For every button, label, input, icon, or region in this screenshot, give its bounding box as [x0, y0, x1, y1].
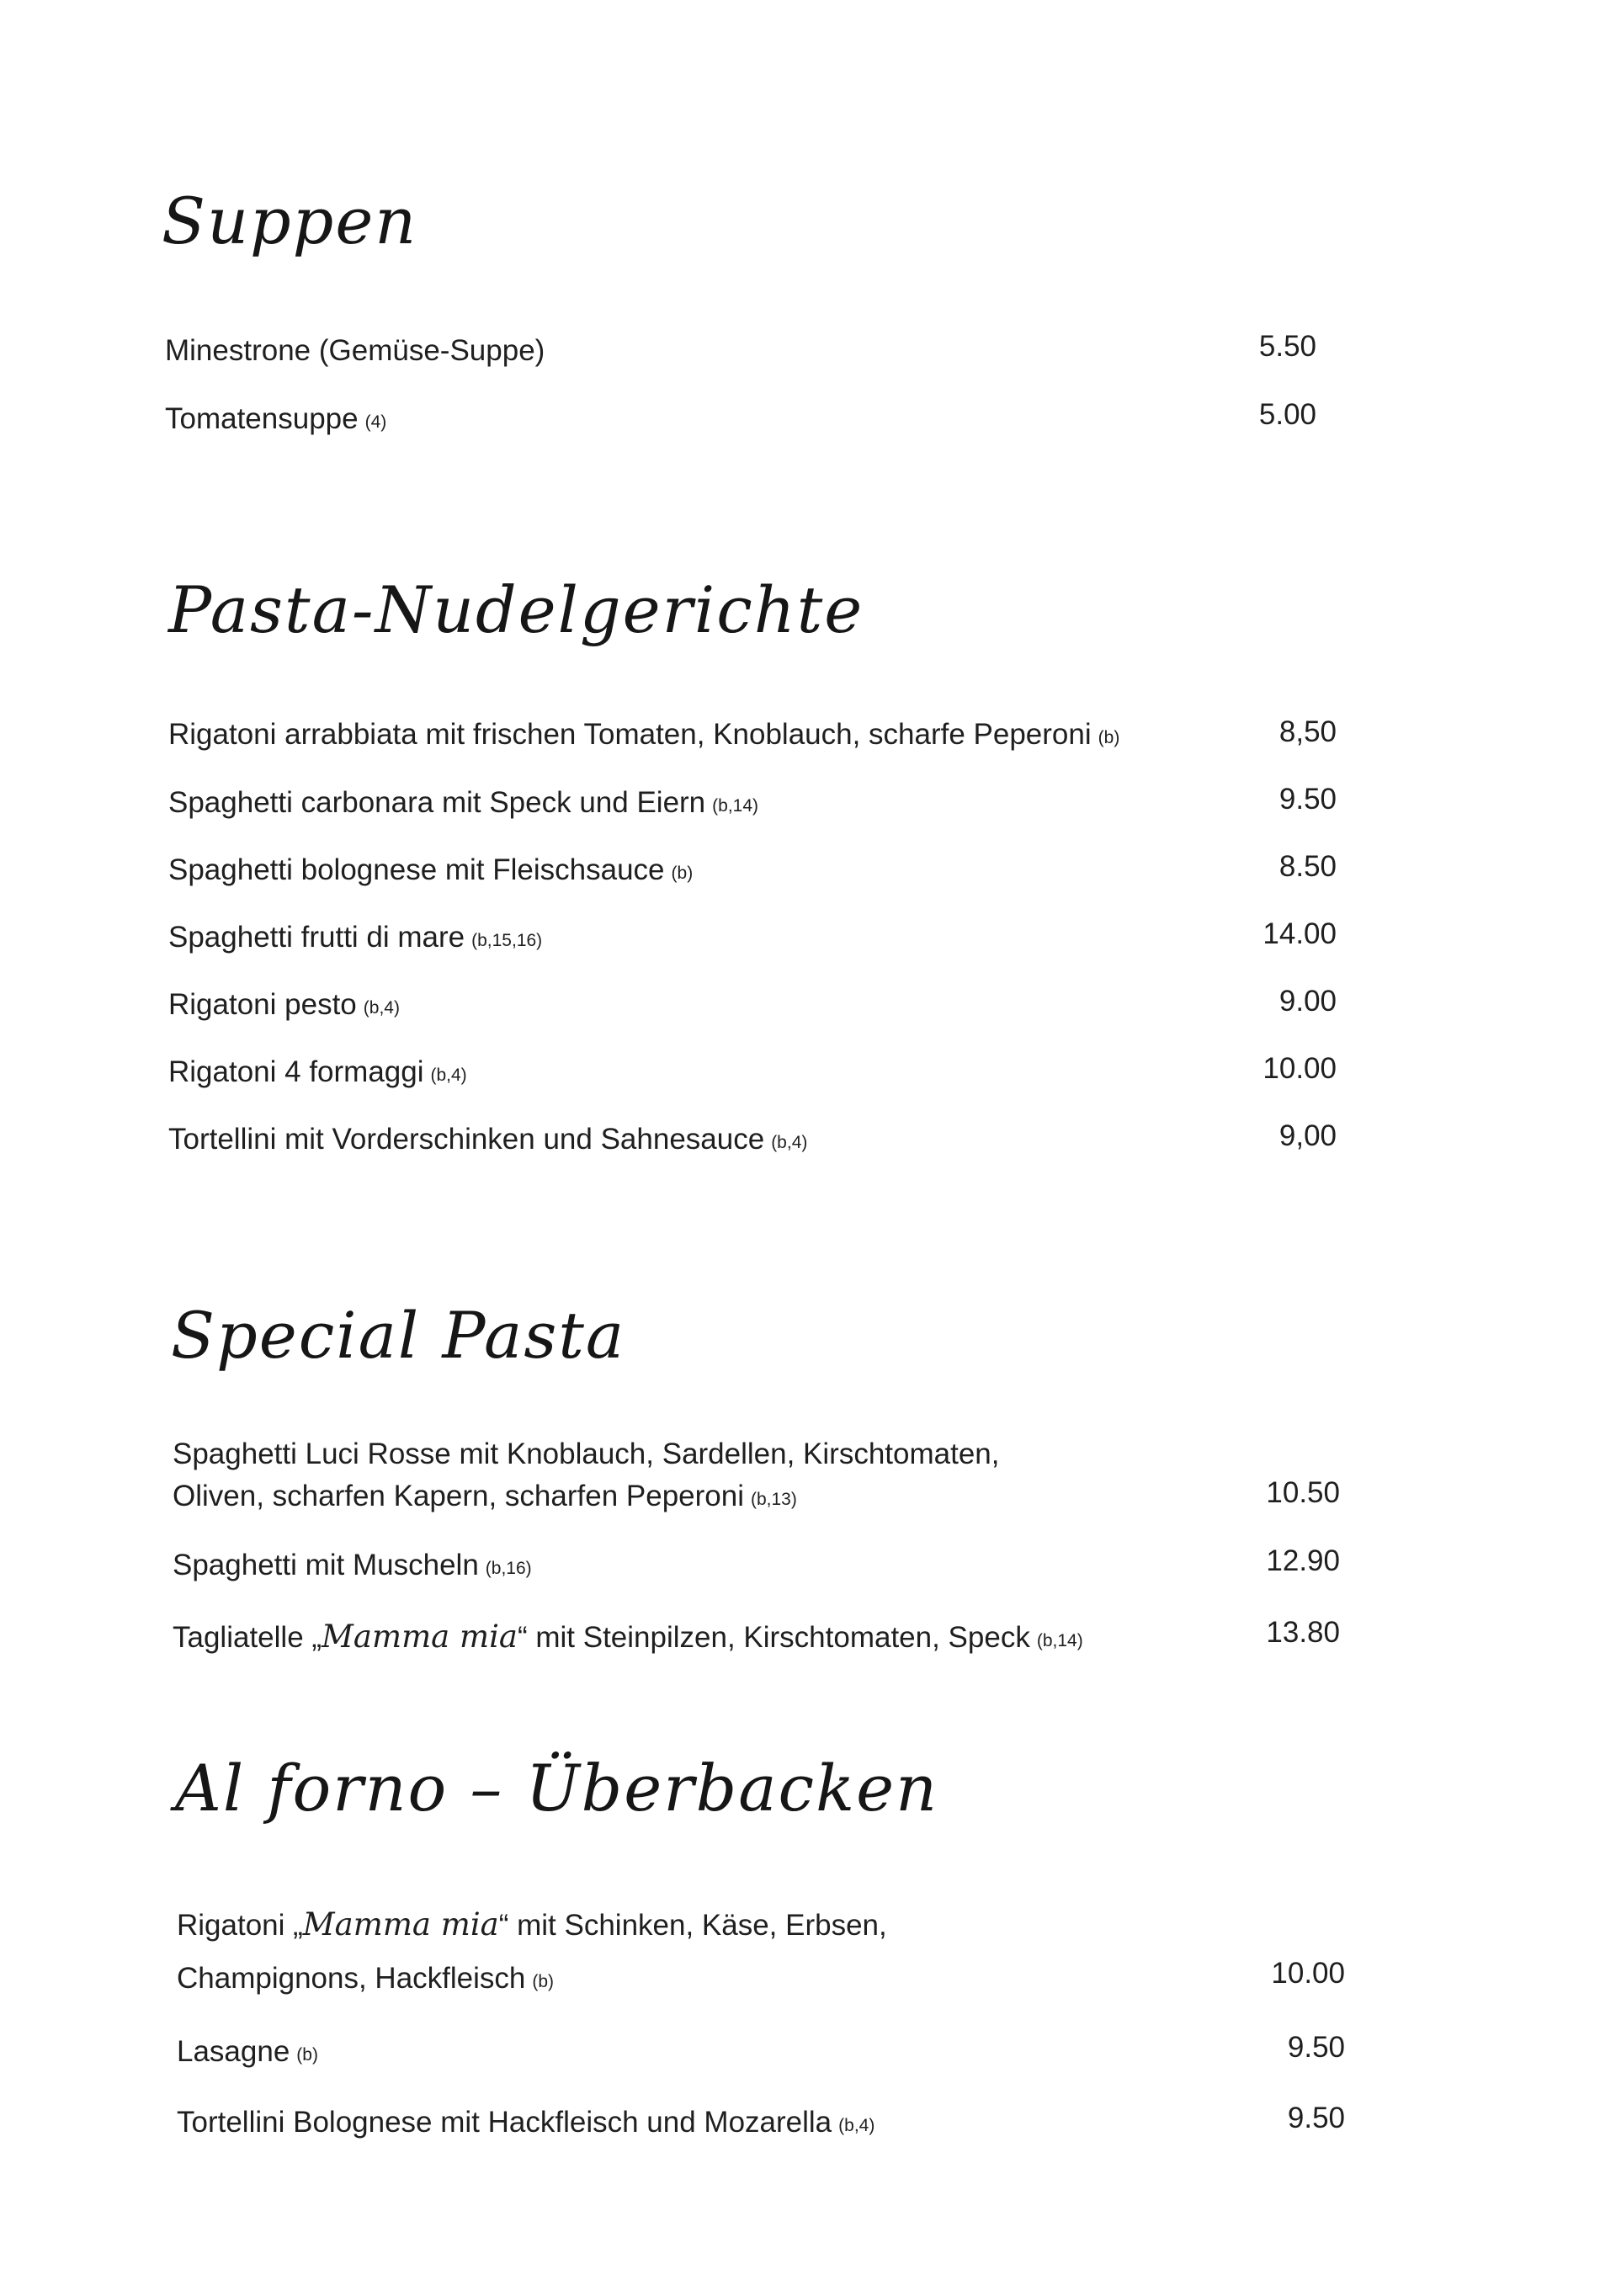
item-price: 9.50: [1287, 2031, 1345, 2064]
allergen-note: (b): [1098, 728, 1120, 747]
menu-item-line: [173, 1433, 999, 1475]
item-name: Tortellini mit Vorderschinken und Sahnesauce: [168, 1123, 765, 1156]
dish-name-script: Mamma mia: [322, 1618, 518, 1655]
item-name: Champignons, Hackfleisch: [177, 1962, 526, 1995]
allergen-note: (b,15,16): [471, 931, 543, 950]
menu-item: [165, 330, 545, 372]
menu-item: [177, 2031, 318, 2076]
menu-item: [168, 714, 1119, 759]
allergen-note: (b): [671, 864, 694, 883]
menu-item: [165, 398, 386, 444]
item-name-start: Tagliatelle „: [173, 1621, 322, 1654]
allergen-note: (b,4): [363, 998, 400, 1018]
item-name: Tomatensuppe: [165, 402, 359, 435]
allergen-note: (4): [364, 412, 387, 432]
section-title-suppen: Suppen: [162, 183, 418, 258]
item-price: 13.80: [1266, 1616, 1340, 1649]
menu-item: [168, 1119, 807, 1164]
dish-name-script: Mamma mia: [302, 1906, 499, 1943]
menu-item: [177, 2102, 874, 2147]
allergen-note: (b,14): [1036, 1631, 1083, 1650]
item-name: Spaghetti frutti di mare: [168, 921, 465, 954]
menu-item-line: [177, 1904, 887, 1947]
menu-item: [168, 917, 542, 962]
item-price: 10.00: [1271, 1957, 1345, 1990]
item-name: Spaghetti bolognese mit Fleischsauce: [168, 853, 665, 886]
item-price: 10.50: [1266, 1476, 1340, 1509]
item-price: 9.50: [1287, 2102, 1345, 2134]
item-price: 8,50: [1278, 715, 1337, 748]
item-name: Rigatoni arrabbiata mit frischen Tomaten, Knoblauch, scharfe Peperoni: [168, 718, 1092, 751]
allergen-note: (b): [532, 1972, 555, 1991]
allergen-note: (b,16): [485, 1559, 532, 1578]
item-name: Oliven, scharfen Kapern, scharfen Peperoni: [173, 1480, 744, 1512]
item-price: 5.50: [1258, 330, 1316, 363]
menu-item-line: [177, 1958, 554, 2003]
item-name-start: Rigatoni „: [177, 1909, 303, 1942]
menu-item: [168, 1051, 467, 1097]
allergen-note: (b,4): [838, 2116, 875, 2135]
item-price: 10.00: [1262, 1052, 1337, 1085]
item-price: 12.90: [1266, 1544, 1340, 1577]
item-name: Spaghetti Luci Rosse mit Knoblauch, Sardellen, Kirschtomaten,: [173, 1438, 1000, 1470]
allergen-note: (b,4): [771, 1133, 808, 1152]
menu-item: [168, 984, 400, 1029]
allergen-note: (b,4): [430, 1066, 467, 1085]
allergen-note: (b): [296, 2045, 318, 2065]
item-name: Tortellini Bolognese mit Hackfleisch und Mozarella: [177, 2106, 832, 2139]
item-name-end: “ mit Schinken, Käse, Erbsen,: [498, 1909, 887, 1942]
menu-item: [173, 1616, 1083, 1662]
item-name: Minestrone (Gemüse-Suppe): [165, 334, 545, 367]
item-name: Rigatoni 4 formaggi: [168, 1055, 424, 1088]
item-name-end: “ mit Steinpilzen, Kirschtomaten, Speck: [517, 1621, 1030, 1654]
item-price: 9,00: [1278, 1119, 1337, 1152]
menu-item: [168, 782, 758, 827]
section-title-special-pasta: Special Pasta: [171, 1298, 626, 1373]
item-price: 14.00: [1262, 917, 1337, 950]
menu-item-line: [173, 1475, 797, 1521]
section-title-al-forno: Al forno – Überbacken: [175, 1751, 939, 1826]
item-name: Spaghetti carbonara mit Speck und Eiern: [168, 786, 706, 819]
allergen-note: (b,13): [751, 1490, 797, 1509]
item-price: 8.50: [1278, 850, 1337, 883]
item-name: Spaghetti mit Muscheln: [173, 1549, 479, 1581]
menu-item: [173, 1544, 532, 1590]
section-title-pasta: Pasta-Nudelgerichte: [168, 572, 864, 647]
item-price: 9.50: [1278, 783, 1337, 816]
allergen-note: (b,14): [712, 796, 759, 816]
item-name: Rigatoni pesto: [168, 988, 357, 1021]
menu-item: [168, 849, 693, 895]
item-name: Lasagne: [177, 2035, 290, 2068]
item-price: 9.00: [1278, 985, 1337, 1018]
item-price: 5.00: [1258, 398, 1316, 431]
